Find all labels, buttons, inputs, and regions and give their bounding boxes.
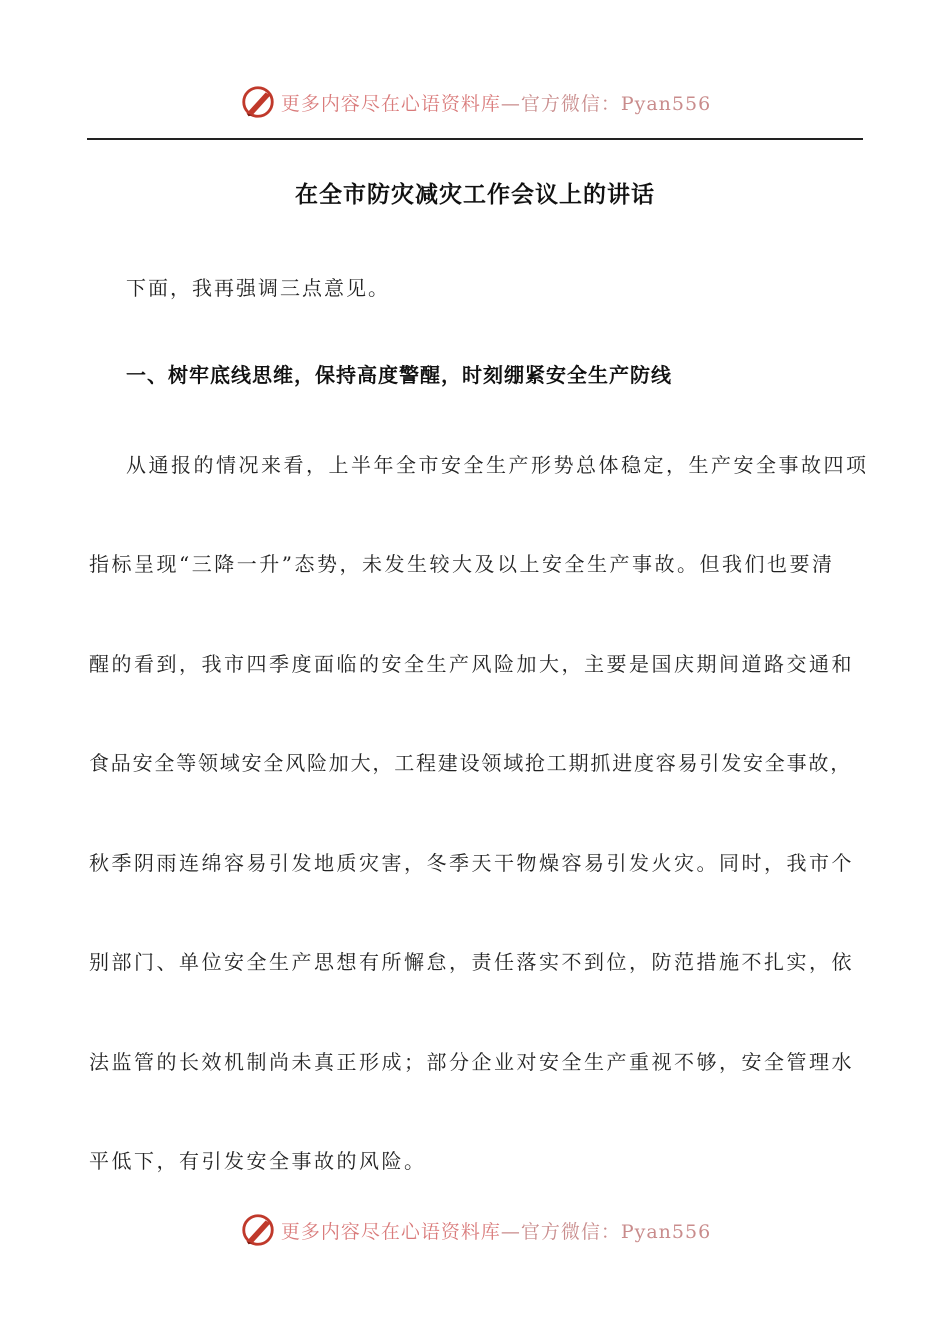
- paragraph-line: 从通报的情况来看，上半年全市安全生产形势总体稳定，生产安全事故四项: [126, 453, 869, 477]
- paragraph-line: 法监管的长效机制尚未真正形成；部分企业对安全生产重视不够，安全管理水: [89, 1050, 854, 1074]
- footer-banner-text: [281, 1217, 711, 1244]
- footer-banner-right: —官方微信：Pyan556: [500, 1220, 712, 1243]
- paragraph-line: 醒的看到，我市四季度面临的安全生产风险加大，主要是国庆期间道路交通和: [89, 652, 854, 676]
- footer-banner: [0, 1210, 950, 1250]
- intro-paragraph: 下面，我再强调三点意见。: [126, 276, 390, 300]
- paragraph-line: 秋季阴雨连绵容易引发地质灾害，冬季天干物燥容易引发火灾。同时，我市个: [89, 851, 854, 875]
- header-banner-right: —官方微信：Pyan556: [500, 92, 712, 115]
- paragraph-line: 别部门、单位安全生产思想有所懈怠，责任落实不到位，防范措施不扎实，依: [89, 950, 854, 974]
- paragraph-line: 食品安全等领域安全风险加大，工程建设领域抢工期抓进度容易引发安全事故，: [89, 751, 852, 775]
- paragraph-line: 平低下，有引发安全事故的风险。: [89, 1149, 427, 1173]
- header-banner: [0, 82, 950, 122]
- document-title: 在全市防灾减灾工作会议上的讲话: [295, 182, 655, 208]
- section-heading-1: 一、树牢底线思维，保持高度警醒，时刻绷紧安全生产防线: [126, 363, 672, 387]
- header-divider: [87, 138, 863, 140]
- pen-circle-logo-icon: [239, 1211, 277, 1249]
- paragraph-line: 指标呈现“三降一升”态势，未发生较大及以上安全生产事故。但我们也要清: [89, 552, 835, 576]
- header-banner-left: 更多内容尽在心语资料库: [280, 92, 501, 115]
- header-banner-text: [281, 89, 711, 116]
- footer-banner-left: 更多内容尽在心语资料库: [280, 1220, 501, 1243]
- pen-circle-logo-icon: [239, 83, 277, 121]
